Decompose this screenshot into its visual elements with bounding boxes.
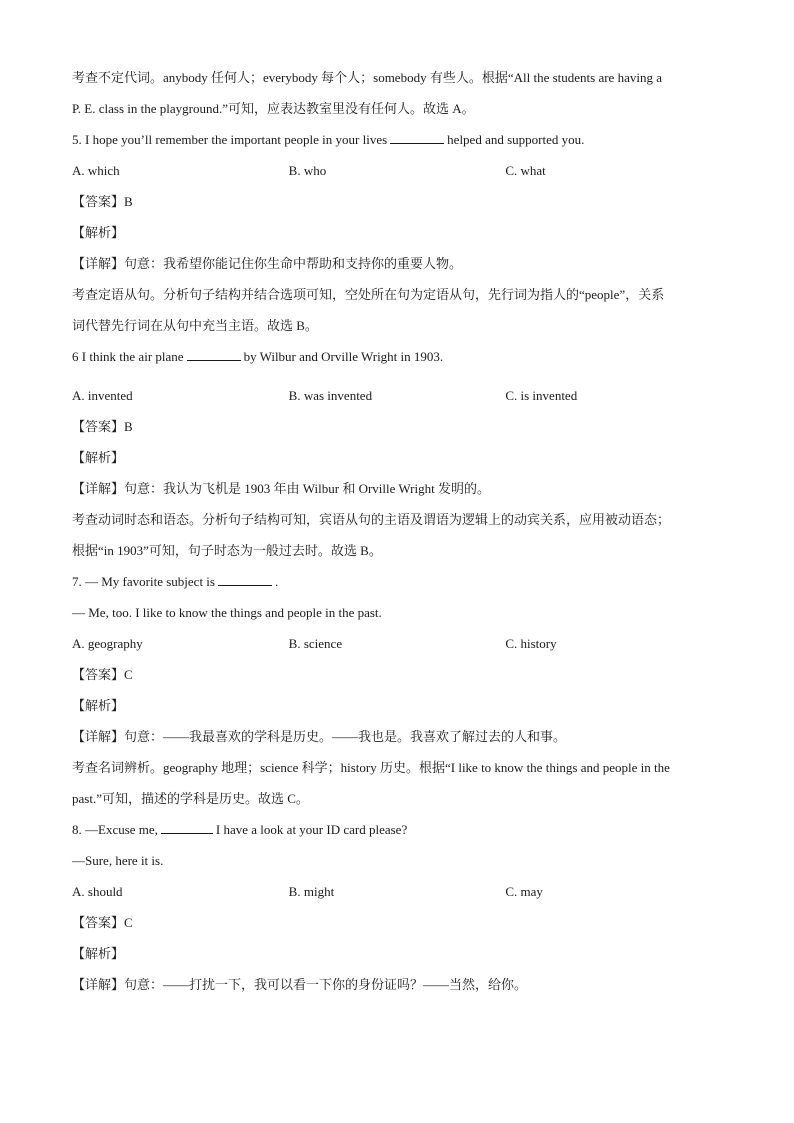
q7-answer-tag: 【答案】	[72, 668, 125, 683]
q8-options	[72, 876, 722, 907]
q7-options	[72, 628, 722, 659]
q8-analysis	[72, 938, 722, 969]
q8-reply: —Sure, here it is.	[72, 853, 164, 868]
q8-answer	[72, 907, 722, 938]
q6-explain-line-2: 根据“in 1903”可知，句子时态为一般过去时。故选 B。	[72, 543, 382, 558]
q5-blank	[390, 131, 444, 144]
q5-options	[72, 155, 722, 186]
q6-stem-before: 6 I think the air plane	[72, 349, 184, 364]
q7-explain-line-1: 考查名词辨析。geography 地理；science 科学；history 历史。根据“I like to know the things and people in the	[72, 760, 670, 775]
q7-detail-tag: 【详解】	[72, 730, 125, 745]
q8-detail	[72, 969, 722, 1000]
q5-answer	[72, 186, 722, 217]
q6-option-a: A. invented	[72, 388, 133, 403]
q8-detail-text: 句意：——打扰一下，我可以看一下你的身份证吗？——当然，给你。	[124, 977, 528, 992]
q7-answer	[72, 659, 722, 690]
q7-explain-line-2: past.”可知，描述的学科是历史。故选 C。	[72, 791, 309, 806]
q7-option-a: A. geography	[72, 636, 143, 651]
q5-analysis	[72, 217, 722, 248]
q5-option-b: B. who	[288, 163, 327, 178]
q8-stem	[72, 814, 722, 845]
q5-analysis-tag: 【解析】	[72, 226, 125, 241]
q5-option-a: A. which	[72, 163, 120, 178]
q7-answer-value: C	[124, 667, 133, 682]
q7-analysis-tag: 【解析】	[72, 699, 125, 714]
q7-stem-after: .	[274, 574, 279, 589]
q7-detail	[72, 721, 722, 752]
q4-explain-line-2: P. E. class in the playground.”可知，应表达教室里没有任何人。故选 A。	[72, 101, 475, 116]
q5-stem	[72, 124, 722, 155]
q5-detail	[72, 248, 722, 279]
q7-stem	[72, 566, 722, 597]
q6-analysis-tag: 【解析】	[72, 451, 125, 466]
q7-reply: — Me, too. I like to know the things and people in the past.	[72, 605, 382, 620]
q6-blank	[187, 348, 241, 361]
q6-detail	[72, 473, 722, 504]
document-page	[72, 62, 722, 1000]
q7-option-b: B. science	[288, 636, 343, 651]
q7-stem-before: 7. — My favorite subject is	[72, 574, 215, 589]
q6-detail-tag: 【详解】	[72, 482, 125, 497]
q6-stem-after: by Wilbur and Orville Wright in 1903.	[243, 349, 444, 364]
q5-option-c: C. what	[505, 163, 546, 178]
q8-option-b: B. might	[288, 884, 335, 899]
q8-detail-tag: 【详解】	[72, 978, 125, 993]
q7-option-c: C. history	[505, 636, 557, 651]
q5-detail-text: 句意：我希望你能记住你生命中帮助和支持你的重要人物。	[124, 256, 463, 271]
q6-detail-text: 句意：我认为飞机是 1903 年由 Wilbur 和 Orville Wright 发明的。	[124, 481, 490, 496]
q8-stem-after: I have a look at your ID card please?	[215, 822, 408, 837]
q6-analysis	[72, 442, 722, 473]
q7-analysis	[72, 690, 722, 721]
q6-answer-value: B	[124, 419, 133, 434]
q8-stem-before: 8. —Excuse me,	[72, 822, 158, 837]
q6-options	[72, 380, 722, 411]
q5-answer-value: B	[124, 194, 133, 209]
q6-stem	[72, 341, 722, 372]
q6-explain-line-1: 考查动词时态和语态。分析句子结构可知，宾语从句的主语及谓语为逻辑上的动宾关系，应用被动语态；	[72, 512, 671, 527]
q5-detail-tag: 【详解】	[72, 257, 125, 272]
q6-answer-tag: 【答案】	[72, 420, 125, 435]
q5-stem-before: 5. I hope you’ll remember the important people in your lives	[72, 132, 388, 147]
q8-option-c: C. may	[505, 884, 543, 899]
q7-detail-text: 句意：——我最喜欢的学科是历史。——我也是。我喜欢了解过去的人和事。	[124, 729, 567, 744]
q8-answer-tag: 【答案】	[72, 916, 125, 931]
q7-blank	[218, 573, 272, 586]
q8-analysis-tag: 【解析】	[72, 947, 125, 962]
q6-answer	[72, 411, 722, 442]
q6-option-b: B. was invented	[288, 388, 373, 403]
q8-blank	[161, 821, 213, 834]
q6-option-c: C. is invented	[505, 388, 578, 403]
q5-explain-line-2: 词代替先行词在从句中充当主语。故选 B。	[72, 318, 318, 333]
q8-option-a: A. should	[72, 884, 123, 899]
q8-answer-value: C	[124, 915, 133, 930]
q5-explain-line-1: 考查定语从句。分析句子结构并结合选项可知，空处所在句为定语从句，先行词为指人的“people”，关系	[72, 287, 665, 302]
q4-explain-line-1: 考查不定代词。anybody 任何人；everybody 每个人；somebody 有些人。根据“All the students are having a	[72, 70, 662, 85]
q5-stem-after: helped and supported you.	[447, 132, 585, 147]
q5-answer-tag: 【答案】	[72, 195, 125, 210]
